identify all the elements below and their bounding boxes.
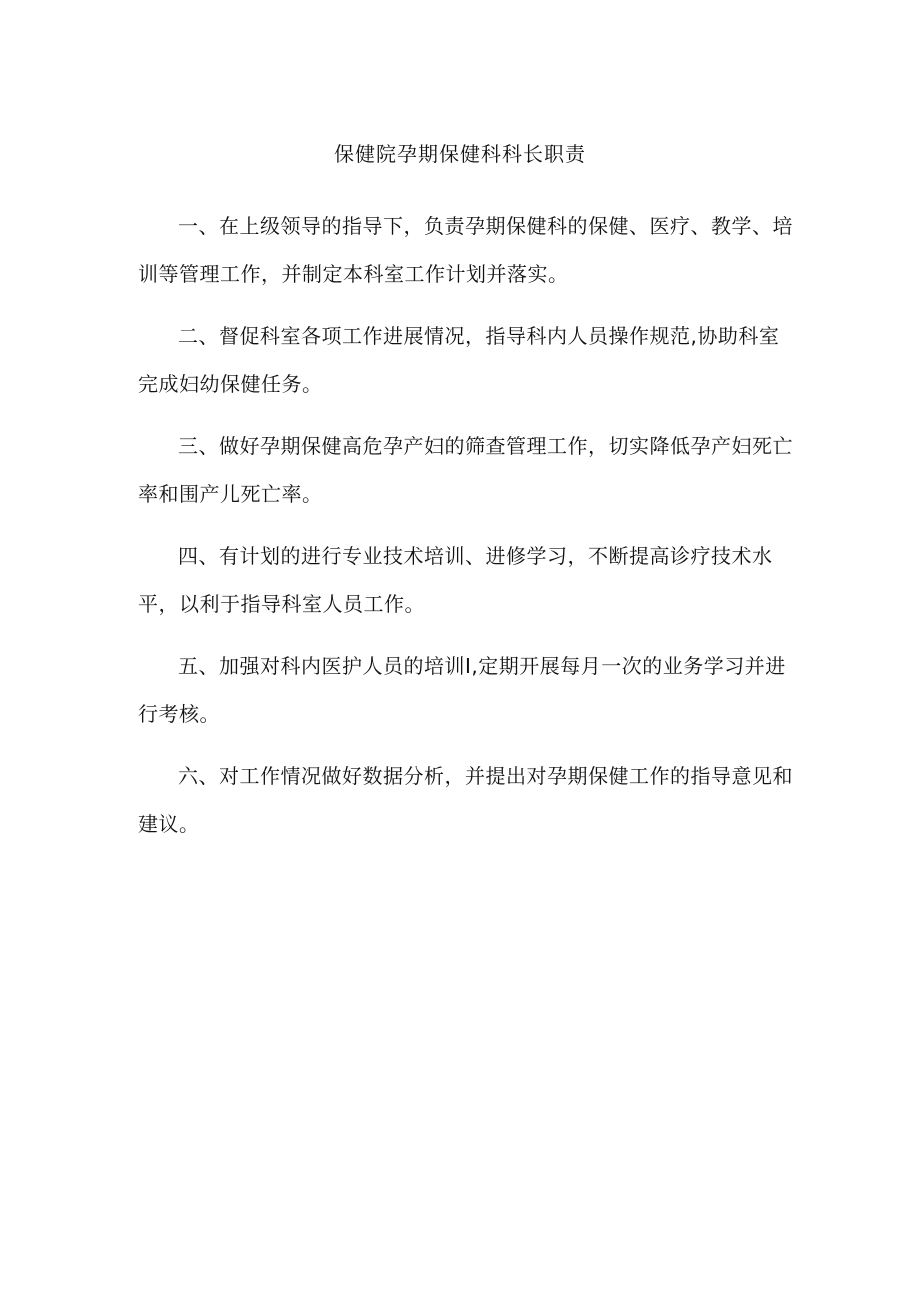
- paragraph-1: 一、在上级领导的指导下，负责孕期保健科的保健、医疗、教学、培训等管理工作，并制定本科室工作计划并落实。: [138, 214, 793, 286]
- paragraph-3: 三、做好孕期保健高危孕产妇的筛查管理工作，切实降低孕产妇死亡率和围产儿死亡率。: [138, 434, 793, 506]
- document-body: [138, 202, 798, 862]
- paragraph-6: 六、对工作情况做好数据分析，并提出对孕期保健工作的指导意见和建议。: [138, 764, 793, 836]
- document-title: 保健院孕期保健科科长职责: [334, 142, 586, 166]
- paragraph-2: 二、督促科室各项工作进展情况，指导科内人员操作规范,协助科室完成妇幼保健任务。: [138, 324, 780, 396]
- paragraph-4: 四、有计划的进行专业技术培训、进修学习，不断提高诊疗技术水平，以利于指导科室人员工作。: [138, 544, 773, 616]
- paragraph-5: 五、加强对科内医护人员的培训I,定期开展每月一次的业务学习并进行考核。: [138, 654, 786, 726]
